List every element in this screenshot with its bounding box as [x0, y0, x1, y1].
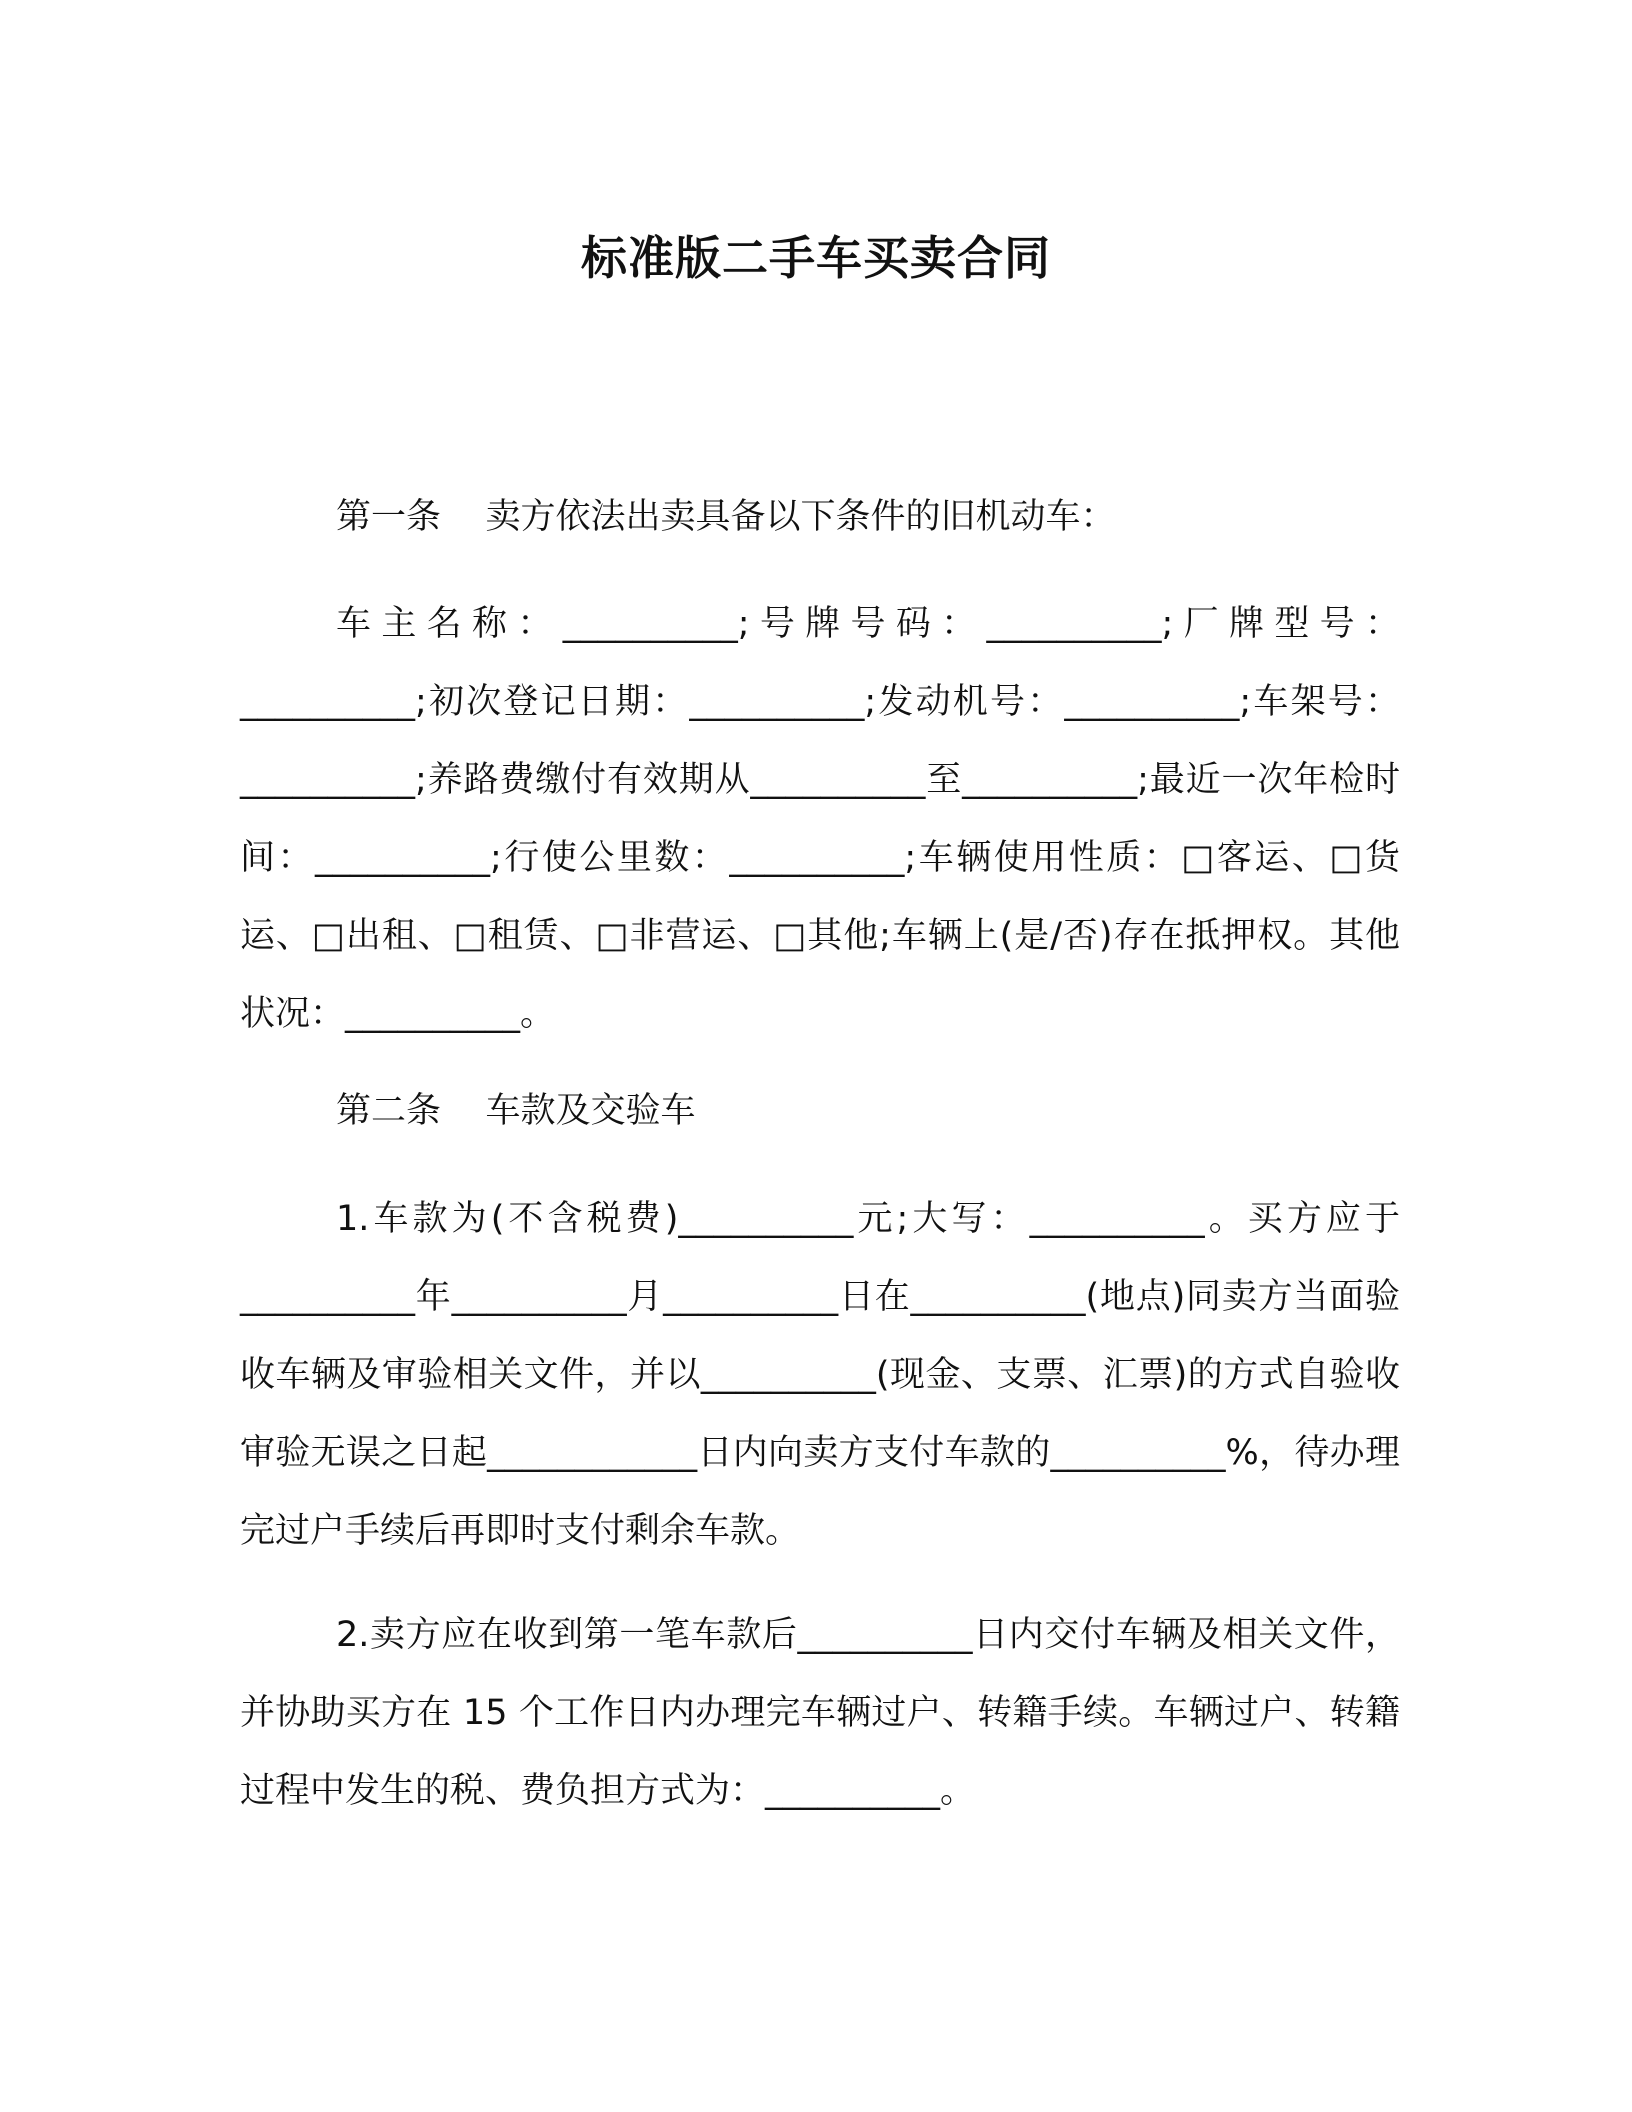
article-2-heading: 第二条 车款及交验车 [336, 1091, 696, 1131]
article-2-clause-2: 2.卖方应在收到第一笔车款后__________日内交付车辆及相关文件，并协助买方在 15 个工作日内办理完车辆过户、转籍手续。车辆过户、转籍过程中发生的税、费负担方式为：__________。 [240, 1615, 1400, 1811]
article-1-body: 车主名称：__________;号牌号码：__________;厂牌型号：__________;初次登记日期：__________;发动机号：__________;车架号：__________;养路费缴付有效期从__________至__________;最近一次年检时间：__________;行使公里数：__________;车辆使用性质：□客运、□货运、□出租、□租赁、□非营运、□其他;车辆上(是/否)存在抵押权。其他状况：__________。 [240, 604, 1400, 1034]
article-2-clause-1: 1.车款为(不含税费)__________元;大写：__________。买方应于__________年__________月__________日在__________(地点)同卖方当面验收车辆及审验相关文件，并以__________(现金、支票、汇票)的方式自验收审验无误之日起____________日内向卖方支付车款的__________%，待办理完过户手续后再即时支付剩余车款。 [240, 1199, 1400, 1551]
article-1-heading: 第一条 卖方依法出卖具备以下条件的旧机动车： [336, 497, 1116, 537]
document-title: 标准版二手车买卖合同 [581, 231, 1051, 285]
